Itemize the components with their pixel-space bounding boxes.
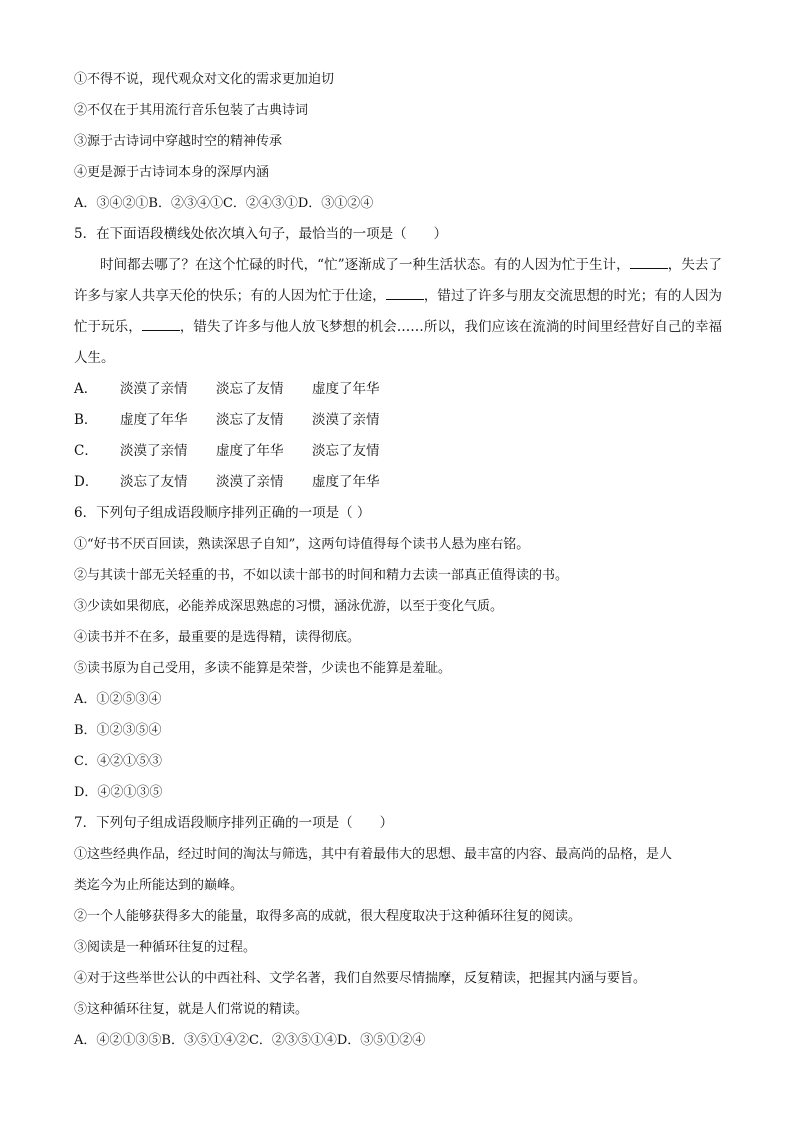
- q5-title: 5．在下面语段横线处依次填入句子，最恰当的一项是（ ）: [74, 226, 448, 242]
- q6-item-1: ①“好书不厌百回读，熟读深思子自知”，这两句诗值得每个读书人悬为座右铭。: [74, 537, 530, 552]
- option-letter: A．: [74, 381, 98, 397]
- document-page: [74, 64, 722, 1056]
- q7-item-4: ④对于这些举世公认的中西社科、文学名著，我们自然要尽情揣摩，反复精读，把握其内涵与要旨。: [74, 971, 647, 986]
- option-letter: D．: [74, 474, 99, 490]
- option-phrase: 虚度了年华: [216, 443, 284, 459]
- q7-item-2: ②一个人能够获得多大的能量，取得多高的成就，很大程度取决于这种循环往复的阅读。: [74, 909, 582, 924]
- q4-item-4: ④更是源于古诗词本身的深厚内涵: [74, 165, 270, 180]
- option-phrase: 淡忘了友情: [216, 412, 284, 428]
- q5-option-a: [74, 374, 722, 405]
- option-phrase: 虚度了年华: [120, 412, 188, 428]
- option-letter: C．: [74, 443, 98, 459]
- q4-item-2: ②不仅在于其用流行音乐包装了古典诗词: [74, 103, 309, 118]
- q5-option-c: [74, 436, 722, 467]
- q7-title: 7．下列句子组成语段顺序排列正确的一项是（ ）: [74, 815, 394, 831]
- option-phrase: 淡忘了友情: [120, 474, 188, 490]
- option-phrase: 虚度了年华: [312, 381, 380, 397]
- option-phrase: 淡忘了友情: [312, 443, 380, 459]
- q6-option-c: C．④②①⑤③: [74, 754, 162, 769]
- q7-options: A．④②①③⑤B．③⑤①④②C．②③⑤①④D．③⑤①②④: [74, 1033, 426, 1048]
- q7-item-3: ③阅读是一种循环往复的过程。: [74, 940, 257, 955]
- q6-item-2: ②与其读十部无关轻重的书，不如以读十部书的时间和精力去读一部真正值得读的书。: [74, 568, 569, 583]
- q6-item-3: ③少读如果彻底，必能养成深思熟虑的习惯，涵泳优游，以至于变化气质。: [74, 599, 504, 614]
- option-phrase: 淡漠了亲情: [216, 474, 284, 490]
- q7-item-1-line-2: 类迄今为止所能达到的巅峰。: [74, 878, 244, 893]
- q6-option-d: D．④②①③⑤: [74, 785, 163, 800]
- q7-item-5: ⑤这种循环往复，就是人们常说的精读。: [74, 1002, 309, 1017]
- q6-option-b: B．①②③⑤④: [74, 723, 162, 738]
- q5-blank-1[interactable]: [630, 254, 668, 269]
- q5-blank-3[interactable]: [142, 316, 180, 331]
- q5-blank-2[interactable]: [386, 285, 424, 300]
- option-phrase: 淡忘了友情: [216, 381, 284, 397]
- q4-item-1: ①不得不说，现代观众对文化的需求更加迫切: [74, 72, 335, 87]
- q5-para-part2: ，失去了许多与家人共享天伦的快乐；有的人因为忙于仕途，: [74, 257, 722, 304]
- q5-option-d: [74, 467, 722, 498]
- q7-item-1-line-1: ①这些经典作品，经过时间的淘汰与筛选，其中有着最伟大的思想、最丰富的内容、最高尚的品格，是人: [74, 847, 673, 862]
- q5-para-part3: ，错过了许多与朋友交流思想的时光；有的人因为忙于玩乐，: [74, 288, 723, 335]
- q5-option-b: [74, 405, 722, 436]
- option-phrase: 淡漠了亲情: [120, 381, 188, 397]
- option-phrase: 虚度了年华: [312, 474, 380, 490]
- q6-item-5: ⑤读书原为自己受用，多读不能算是荣誉，少读也不能算是羞耻。: [74, 661, 452, 676]
- q6-option-a: A．①②⑤③④: [74, 692, 162, 707]
- option-phrase: 淡漠了亲情: [312, 412, 380, 428]
- q6-item-4: ④读书并不在多，最重要的是选得精，读得彻底。: [74, 630, 361, 645]
- q5-paragraph: [74, 250, 722, 374]
- q5-para-part4: ，错失了许多与他人放飞梦想的机会……所以，我们应该在流淌的时间里经营好自己的幸福人生。: [74, 319, 723, 366]
- option-phrase: 淡漠了亲情: [120, 443, 188, 459]
- q5-para-part1: 时间都去哪了？在这个忙碌的时代，“忙”逐渐成了一种生活状态。有的人因为忙于生计，: [100, 257, 630, 273]
- option-letter: B．: [74, 412, 98, 428]
- q4-options: A．③④②①B．②③④①C．②④③①D．③①②④: [74, 196, 374, 211]
- q6-title: 6．下列句子组成语段顺序排列正确的一项是（ ）: [74, 505, 371, 521]
- q4-item-3: ③源于古诗词中穿越时空的精神传承: [74, 134, 283, 149]
